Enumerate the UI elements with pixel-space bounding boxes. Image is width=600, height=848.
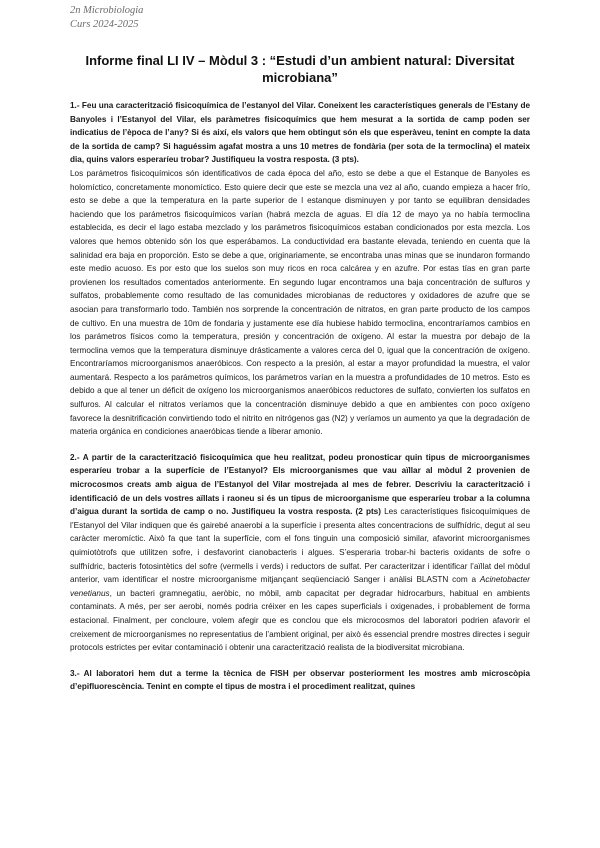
answer-2-part-a: Les característiques fisicoquímiques de l’Estanyol del Vilar indiquen que és gairebé anaerobi a la superfície i presenta altes concentracions de sulfhídric, degut al seu caràcter meromíctic. Això fa que tant la superfície, com el fons tinguin una composició similar, afavorint microorganismes quimiotòtrofs que utilitzen sofre, i desfavorint cianobacteris i algues. S’esperaria trobar-hi bacteris oxidants de sofre o sulfhídric, bacteris fotosintètics del sofre (vermells i verds) i reductors de sulfat. Per caracteritzar i identificar l’aïllat del mòdul anterior, vam identificar el nostre microorganisme mitjançant seqüenciació Sanger i anàlisi BLASTN com a (70, 507, 531, 585)
header-year: Curs 2024-2025 (70, 19, 139, 30)
question-3: 3.- Al laboratori hem dut a terme la tècnica de FISH per observar posteriorment les mostres amb microscòpia d’epifluorescència. Tenint en compte el tipus de mostra i el procediment realitzat, quines (70, 668, 530, 692)
question-2-points: (2 pts) (355, 507, 381, 517)
question-2: 2.- A partir de la caracterització fisicoquímica que heu realitzat, podeu pronosticar quin tipus de microorganismes esperaríeu trobar a la superfície de l’Estanyol? Els microorganismes que vau aïllar al mòdul 2 provenien de microcosmos creats amb aigua de l’Estanyol del Vilar mostrejada al mes de febrer. Descriviu la caracterització i identificació de un dels vostres aïllats i raoneu si és un tipus de microorganisme que esperaríeu trobar a la columna d’aigua durant la sortida de camp o no. Justifiqueu la vostra resposta. (70, 452, 530, 517)
header-course: 2n Microbiologia (70, 5, 144, 16)
species-name: Acinetobacter venetianus (70, 575, 530, 598)
question-2-block (70, 451, 530, 655)
document-title: Informe final LI IV – Mòdul 3 : “Estudi d’un ambient natural: Diversitat microbiana” (85, 53, 515, 85)
spacer (70, 655, 530, 667)
page-header (70, 4, 143, 32)
answer-2-part-b: , un bacteri gramnegatiu, aeròbic, no mòbil, amb capacitat per degradar hidrocarburs, habitual en ambients contaminats. A més, per ser aerobi, només podria créixer en les capes superficials i oxigenades, i probablement de forma estacional. Finalment, per concloure, volem afegir que es conclou que els microcosmos del laboratori podrien afavorir el creixement de microorganismes no representatius de l’ambient original, per això és essencial prendre mostres directes i seguir protocols estrictes per evitar contaminació i obtenir una caracterització realista de la biodiversitat microbiana. (70, 588, 530, 653)
document-body (70, 99, 530, 694)
spacer (70, 439, 530, 451)
question-1: 1.- Feu una caracterització fisicoquímica de l’estanyol del Vilar. Coneixent les característiques generals de l’Estany de Banyoles i l’Estanyol del Vilar, els paràmetres fisicoquímics que hem mesurat a la sortida de camp poden ser indicatius de l’època de l’any? Si és així, els valors que hem obtingut són els que esperàveu, tenint en compte la data de la sortida de camp? Si haguéssim agafat mostra a uns 10 metres de fondària (per sota de la termoclina) el mateix dia, quins valors esperaríeu trobar? Justifiqueu la vostra resposta. (3 pts). (70, 101, 530, 165)
answer-1: Los parámetros fisicoquímicos són identificativos de cada época del año, esto se debe a que el Estanque de Banyoles es holomíctico, concretamente monomíctico. Esto quiere decir que este se mezcla una vez al año, cuando empieza a hacer frío, esto se debe a que la temperatura en la parte superior de l estanque disminuyen y por tanto se equilibran densidades haciendo que los parámetros fisicoquímicos varían (habrá mezcla de aguas. El día 12 de mayo ya no había termoclina establecida, es decir el lago estaba mezclado y los parámetros fisicoquímicos estaban condicionados por esta mezcla. Los valores que hemos obtenido són los que esperábamos. La conductividad era bastante elevada, teniendo en cuenta que la salinidad era baja en proporción. Esto se debe a que, originariamente, se encontraba unas minas que se inundaron formando este medio acuoso. Es por esto que los suelos son muy ricos en roca calcárea y en azufre. Por estas tías en gran parte provienen los resultados comentados anteriormente. En segundo lugar encontramos una baja concentración de sulfuros y sulfatos, probablemente como resultado de las comunidades microbianas de reductores y oxidadores de azufre que se asocian para transformarlo todo. También nos sorprende la concentración de nitratos, en gran parte producto de los campos de cultivo. En una muestra de 10m de fondaria y justamente ese día hubiese habido termoclina, encontraríamos cambios en los parámetros físicos como la temperatura, presión y concentración de oxígeno. Al estar la muestra por debajo de la termoclina vemos que la temperatura disminuye drásticamente a valores cerca del 0, igual que la concentración de oxígeno. Encontraríamos microorganismos anaeróbicos. Con respecto a la presión, al estar a mayor profundidad la muestra, el valor aumentará. Respecto a los parámetros químicos, los parámetros varían en la muestra a profundidades de 10 metros. Esto es debido a que al tener un déficit de oxígeno los microorganismos anaeróbicos reductores de sulfato, convierten los sulfatos en sulfuros. Al calcular el nitratos veríamos que la concentración disminuye debido a que en ambientes con poco oxígeno favorece la desnitrificación convirtiendo todo el nitrito en nitrógenos gas (N2) y veríamos un aumento ya que la degradación de materia orgánica en condiciones anaeróbicas tiende a liberar amonio. (70, 168, 530, 437)
